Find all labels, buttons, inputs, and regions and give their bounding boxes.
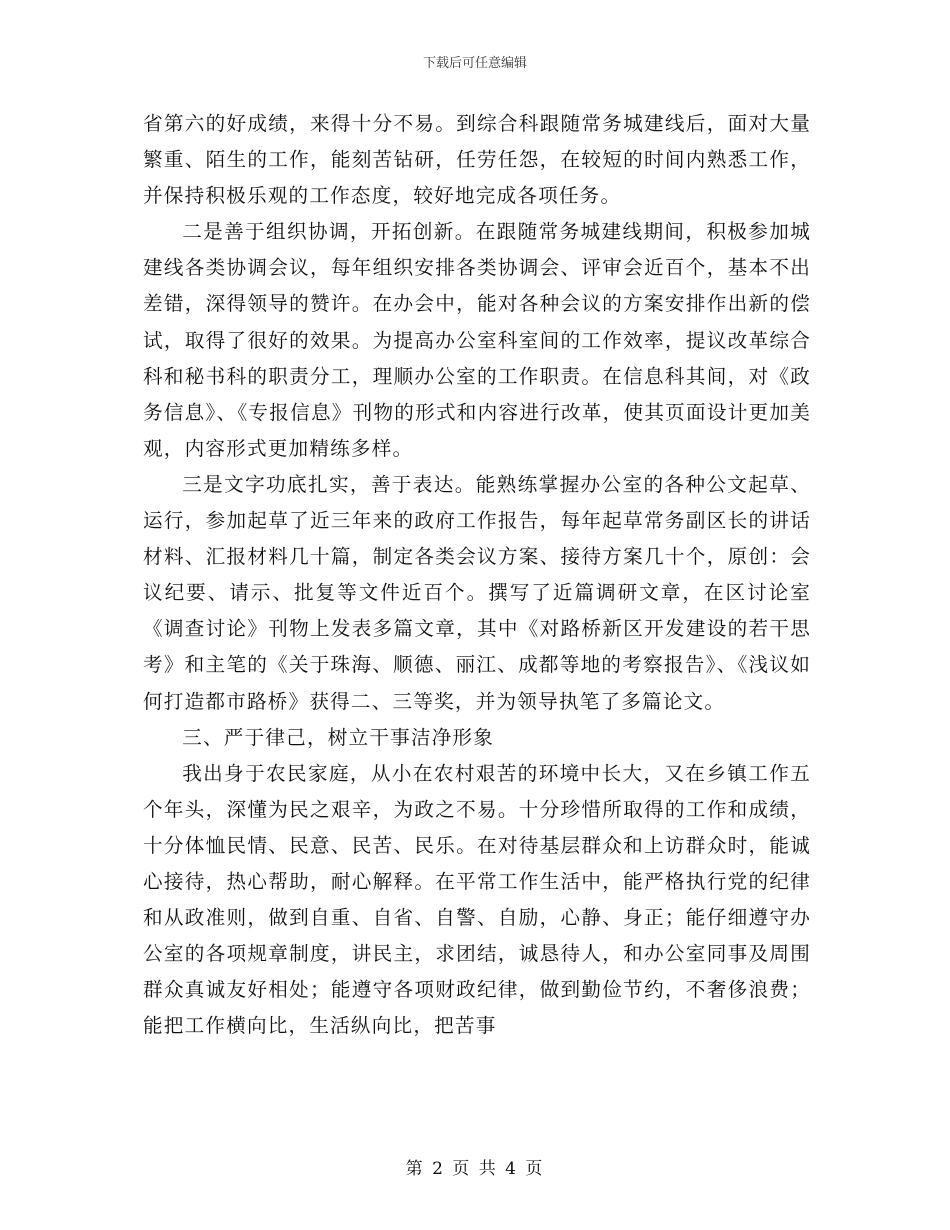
page-header: 下载后可任意编辑: [422, 56, 527, 71]
paragraph-coordination: 二是善于组织协调，开拓创新。在跟随常务城建线期间，积极参加城建线各类协调会议，每年组织安排各类协调会、评审会近百个，基本不出差错，深得领导的赞许。在办会中，能对各种会议的方案安排作出新的偿试，取得了很好的效果。为提高办公室科室间的工作效率，提议改革综合科和秘书科的职责分工，理顺办公室的工作职责。在信息科其间，对《政务信息》、《专报信息》刊物的形式和内容进行改革，使其页面设计更加美观，内容形式更加精练多样。: [143, 220, 811, 460]
section-heading-self-discipline: 三、严于律己，树立干事洁净形象: [182, 725, 495, 749]
paragraph-background: 我出身于农民家庭，从小在农村艰苦的环境中长大，又在乡镇工作五个年头，深懂为民之艰辛，为政之不易。十分珍惜所取得的工作和成绩，十分体恤民情、民意、民苦、民乐。在对待基层群众和上访群众时，能诚心接待，热心帮助，耐心解释。在平常工作生活中，能严格执行党的纪律和从政准则，做到自重、自省、自警、自励，心静、身正；能仔细遵守办公室的各项规章制度，讲民主，求团结，诚恳待人，和办公室同事及周围群众真诚友好相处；能遵守各项财政纪律，做到勤俭节约，不奢侈浪费；能把工作横向比，生活纵向比，把苦事: [143, 761, 811, 1038]
paragraph-writing-skills: 三是文字功底扎实，善于表达。能熟练掌握办公室的各种公文起草、运行，参加起草了近三年来的政府工作报告，每年起草常务副区长的讲话材料、汇报材料几十篇，制定各类会议方案、接待方案几十个，原创：会议纪要、请示、批复等文件近百个。撰写了近篇调研文章，在区讨论室《调查讨论》刊物上发表多篇文章，其中《对路桥新区开发建设的若干思考》和主笔的《关于珠海、顺德、丽江、成都等地的考察报告》、《浅议如何打造都市路桥》获得二、三等奖，并为领导执笔了多篇论文。: [143, 472, 811, 713]
page-number-footer: 第 2 页 共 4 页: [405, 1159, 545, 1179]
document-body: [143, 106, 811, 1044]
paragraph-continuation: 省第六的好成绩，来得十分不易。到综合科跟随常务城建线后，面对大量繁重、陌生的工作，能刻苦钻研，任劳任怨，在较短的时间内熟悉工作，并保持积极乐观的工作态度，较好地完成各项任务。: [143, 112, 811, 208]
